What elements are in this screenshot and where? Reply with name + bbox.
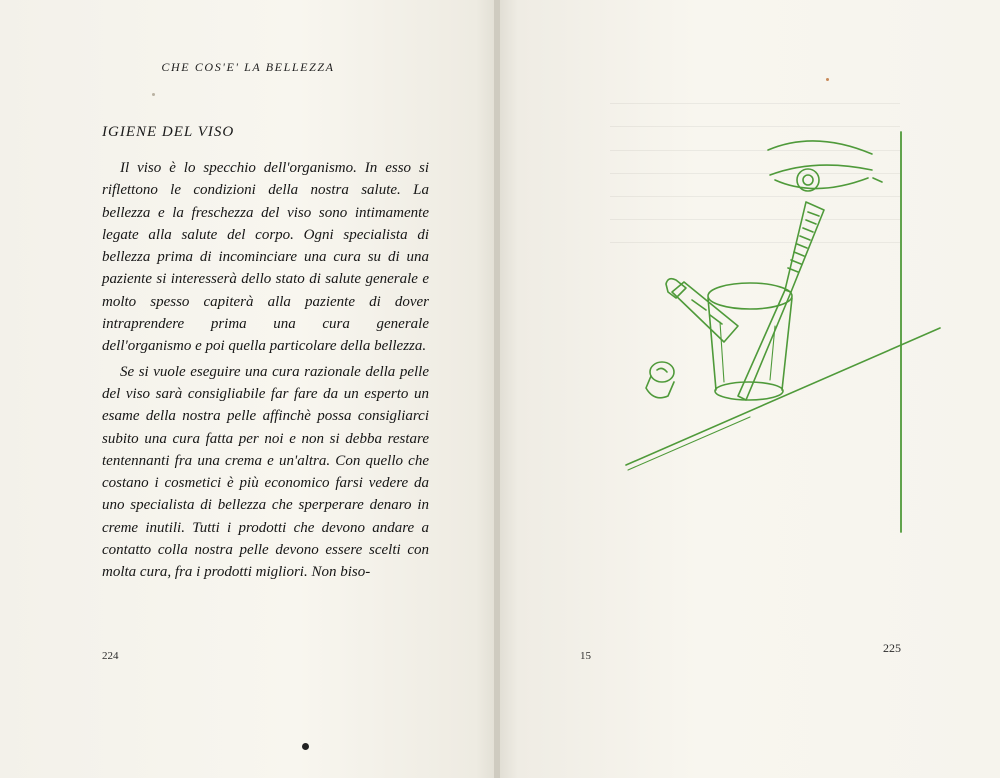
show-through-line — [610, 103, 900, 104]
cap-icon — [646, 362, 674, 398]
page-number-right: 225 — [883, 641, 901, 655]
paragraph-2: Se si vuole eseguire una cura razionale della pelle del viso sarà consigliabile far fare da un esperto un esame della nostra pelle affinchè possa consigliarci subito una cura fatta per noi e non si debba restare tentennanti fra una crema e un'altra. Con quello che costano i cosmetici è più economico farsi vedere da uno specialista di bellezza che sperperare denaro in creme inutili. Tutti i prodotti che devono andare a contatto colla nostra pelle devono essere scelti con molta cura, fra i prodotti migliori. Non biso- — [102, 363, 429, 581]
page-number-left: 224 — [102, 650, 119, 662]
body-text — [102, 157, 429, 584]
ink-speck — [302, 743, 309, 750]
lipstick-icon — [666, 279, 738, 342]
ink-speck-small — [152, 93, 155, 96]
ink-speck-small — [826, 78, 829, 81]
section-title: IGIENE DEL VISO — [102, 124, 235, 140]
illustration — [610, 120, 950, 540]
running-head: CHE COS'E' LA BELLEZZA — [161, 60, 335, 74]
glass-icon — [708, 283, 792, 400]
gutter — [494, 0, 500, 778]
paragraph-1: Il viso è lo specchio dell'organismo. In esso si riflettono le condizioni della nostra salute. La bellezza e la freschezza del viso sono intimamente legate alla salute del corpo. Ogni specialista di bellezza prima di incominciare una cura su di una paziente si interesserà dello stato di salute generale e molto spesso capiterà alla paziente di dover intraprendere prima una cura generale dell'organismo e poi quella particolare della bellezza. — [102, 160, 429, 355]
eye-icon — [768, 141, 882, 191]
signature-mark: 15 — [580, 650, 591, 662]
toothbrush-icon — [738, 202, 824, 400]
shelf-line — [626, 328, 940, 465]
